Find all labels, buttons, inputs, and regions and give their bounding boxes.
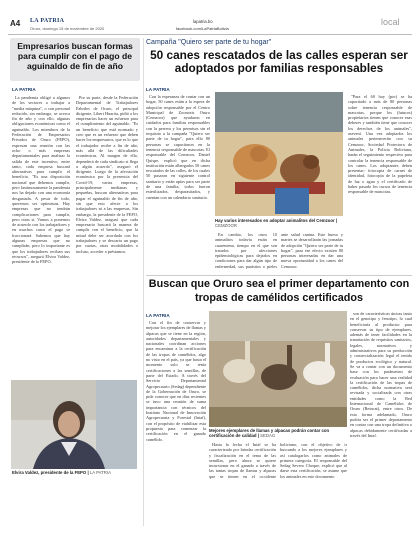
issue-date: Oruro, domingo 15 de noviembre de 2020 [30,26,105,31]
column-divider [143,38,144,526]
top-body-col1: Con la esperanza de contar con un hogar, 50 canes están a la espera de adopción responsable por el Centro Municipal de Zoonosis Oruro (Cemzoor) que ayudaron en cuidados para familias responsables con la perrera y los permisos sin el requisito a la campaña "Quiero ser parte de tu hogar", para ello 80 personas se capacitaron en la tenencia responsable de mascotas. El responsable del Cemzoor, Daniel Quispe, explicó que en dicha institución están albergados 50 canes rescatados de las calles, de los cuales 50 pasaron en siguiente control sanitario y están aptos para ser parte de una familia, todos fueron esterilizados, desparasitados, y cuentan con un calendario sanitario. [146,94,210,200]
left-body-col1: La pandemia obligó a algunos de los sectores a trabajar a "media máquina", o con personal reducido, sin embargo, se acerca fin de año y con ello, algunas obligaciones económicas como el aguinaldo. Los miembros de la Federación de Empresarios Privados de Oruro (FEPO), expresan una reunión con las ocho o más empresas departamentales para analizar la salida de este incentivo, entre tanto, cada empresa buscará alternativas para cumplir el beneficio. "Es una disposición nacional que debemos cumplir, pero lastimosamente la pandemia nos ha dejado con una economía desgastada. A pesar de todo, queremos ser optimistas. Hay empresas que no tendrán complicaciones para cumplir, pero otras sí. Vamos a ponernos de acuerdo con los trabajadores y en muchos casos el pago se fraccionará. Sabemos que hay algunas empresas que no cumplirán, pero lo importante es que los trabajadores reciban sus recursos", aseguró Elvira Valdez, presidente de la FEPO. [12,95,70,265]
bottom-body-col3: son de características únicas tanto en el genotipo y fenotipo, lo cual beneficiaría al productor para conservar su tipo de ejemplares, además de tener facilidades en la tramitación de requisitos sanitarios, legales, normativos y administrativos para su producción y comercialización legal el tenido de productos ecológico y natural. Se va a contar con un documento base con los parámetros de evaluación para hacer una realidad la certificación de las tropas de camélidos, dicha normativa será revisada y socializada con otras entidades como la Red Internacional de Camélidos de Oruro (Reincat), entre otros. De esta forma adelantado, Oruro podría ser el primer departamento en contar con una tropa definitiva o alpacas debidamente certificadas a través del Iniaf. [350,311,412,438]
left-headline-box [10,38,140,81]
masthead-name: LA PATRIA [30,18,65,24]
top-body-col4: "Para el 60 hoy (por) se ha capacitado a más de 80 personas sobre tenencia responsable de mascotas, porque los (futuros) propietarios tienen que conocer esas deberes y también tiene que conocer los derechos de los animales", aseveró. Una vez adoptados los animales pertenecerán con su Cemzoor, Sociedad Protectora de Animales, la Policía Boliviana, harán el seguimiento respectivo para controlar la tenencia responsable de los canes. Los adoptantes deben presentar: fotocopia de carnet de identidad, fotocopia de la papeleta de luz o agua y el certificado de haber pasado los cursos de tenencia responsable de mascotas. [348,94,412,195]
facebook-link[interactable]: facebook.com/LaPatriaBolivia [176,26,229,31]
bottom-headline: Buscan que Oruro sea el primer departamento con tropas de camélidos certificados [148,278,410,304]
top-byline: LA PATRIA [146,87,170,92]
top-headline: 50 canes rescatados de las calles esperan ser adoptados por familias responsables [150,48,408,75]
top-kicker: Campaña "Quiero ser parte de tu hogar" [146,39,272,46]
left-photo-caption: Elvira Valdez, presidente de la FEPO | LA PATRIA [12,470,111,475]
section-label: local [381,17,400,27]
bottom-body-col2: Hasta la fecha el Iniaf se ha caracterizado por brindar certificación y fiscalización en el tema de las semillas, pero ahora se quiere incursionar en el ganado a través de las tantas tropas de llamas y alpacas que se tienen en el occidente boliviano, con el objetivo de ir buscando a los mejores ejemplares y así catalogarlos como animales de primera categoría. El responsable del Sedag Severo Choque, explicó que al darse esta certificación, se asume que los animales en este documento [209,442,347,479]
left-byline: LA PATRIA [12,87,36,92]
bottom-photo-caption: Mejores ejemplares de llamas y alpacas podrán contar con certificación de calidad | SEDAG [209,428,330,439]
header-rule [8,34,412,35]
left-photo [11,380,137,469]
left-body-col2: Por su parte, desde la Federación Departamental de Trabajadores Fabriles de Oruro, el principal dirigente, Libert Huarita, pidió a los empresarios hacer un esfuerzo para el cumplimiento del aguinaldo. "Es un beneficio que está normado y creo que es un esfuerzo que deben hacer los empresarios, que es lo que el trabajador recibe a fin de año, más allá de las dificultades económicas. Al margen de ello, dependerá de cada sindicato si llega a algún acuerdo", aseguró el dirigente. Luego de la afectación económica por la presencia del Covid-19, varias empresas, principalmente medianas y pequeñas, buscan alternativas para pagar el aguinaldo de fin de año, sin que esto afecte a los trabajadores ni a las empresas. Sin embargo, la presidente de la FEPO, Elvira Valdez, aseguró que cada empresario buscará la manera de cumplir con el beneficio, que la mitad debe ser acordada con los trabajadores y se descarta un pago por cuotas, otras modalidades o incluso, acceder a préstamos. [76,95,138,254]
top-photo [215,92,343,216]
page-number: A4 [10,19,21,28]
bottom-byline: LA PATRIA [146,313,170,318]
left-headline: Empresarios buscan formas para cumplir con el pago de aguinaldo de fin de año [17,41,133,71]
site-link[interactable]: lapatria.bo [193,19,213,24]
bottom-body-col1: Con el fin de conservar y mejorar los ejemplares de llamas y alpacas que se tiene en la región, autoridades departamentales y nacionales coordinan acciones para encaminar a la certificación de las tropas de camélidos, algo no visto en el país, ya que hasta el momento solo se tenía certificaciones a las semillas, de parte del Estado. A través del Servicio Departamental Agropecuario (Sedag) dependiente de la Gobernación de Oruro, se pide conocer que en días recientes se tuvo una reunión de suma importancia con técnicos del Instituto Nacional de Innovación Agropecuaria y Forestal (Iniaf), con el propósito de viabilizar esta propuesta para comenzar la certificación en el ganado camélido. [146,320,206,442]
top-photo-caption: Hay varios interesados en adoptar animalitos del Cemzoor | CEMZOOR [215,218,338,229]
story-divider [146,275,412,276]
top-body-col3: En cambio, los otros 10 animalitos todavía están en cuarentena, tiempo en el que son tratados por afecciones epidemiológicas para dejarlos en condiciones para dar algún tipo de enfermedad, sus parásitos o pieles ante salud canina. Este hueso y martes se desarrollarán las jornadas de adopción "Quiero ser parte de tu hogar", para ese efecto existen 80 personas interesadas en dar una nueva oportunidad a los canes del Cemzoor. [215,232,343,269]
bottom-photo [209,311,347,427]
